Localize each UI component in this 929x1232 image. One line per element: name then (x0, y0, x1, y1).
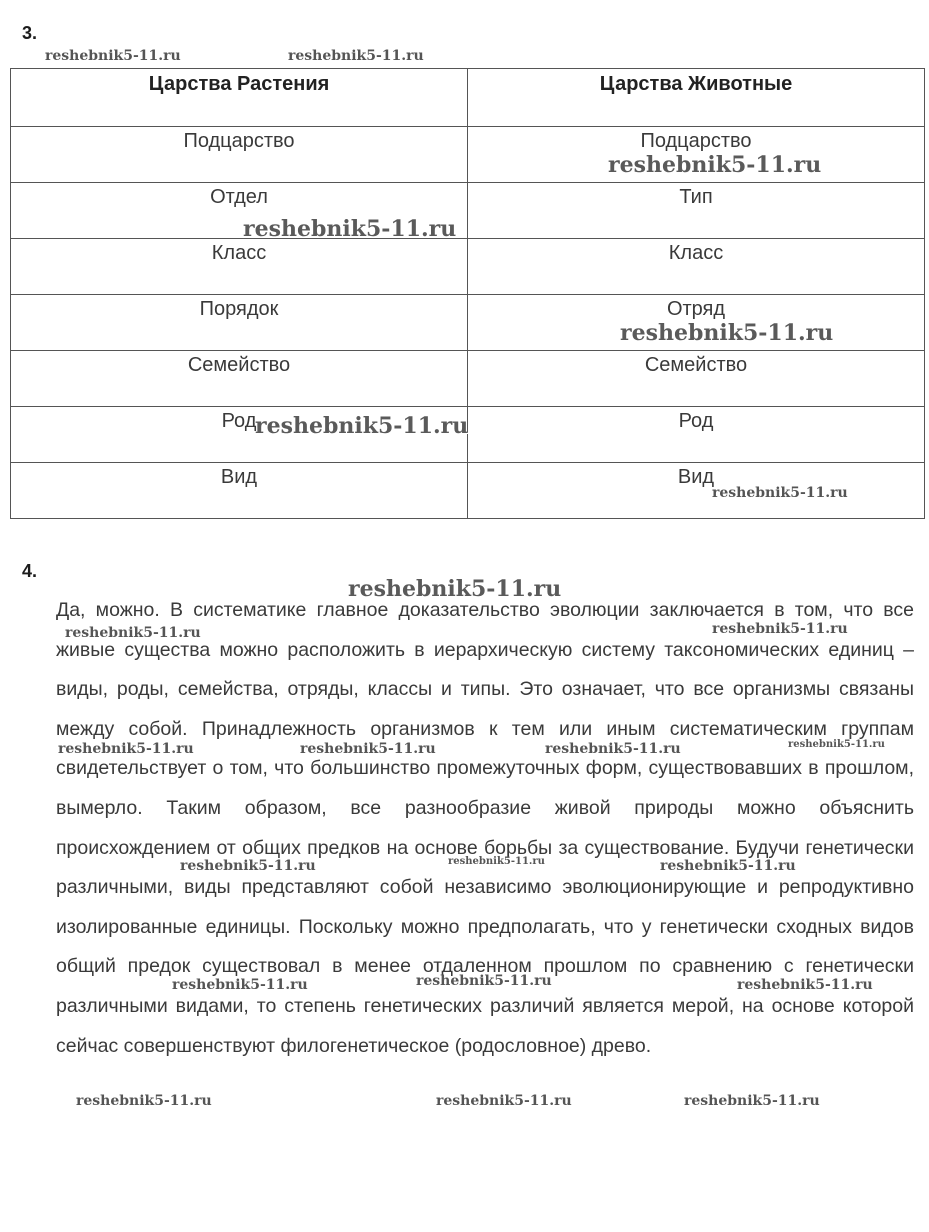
table-row (11, 351, 925, 407)
task-number-4: 4. (22, 561, 38, 581)
cell-plants: Семейство (11, 351, 468, 407)
cell-plants: Порядок (11, 295, 468, 351)
header-plants: Царства Растения (11, 69, 468, 127)
table-row (11, 407, 925, 463)
watermark: reshebnik5-11.ru (436, 1093, 572, 1109)
watermark: reshebnik5-11.ru (416, 973, 552, 989)
table-row (11, 127, 925, 183)
watermark: reshebnik5-11.ru (660, 858, 796, 874)
cell-plants: Отдел (11, 183, 468, 239)
watermark: reshebnik5-11.ru (348, 576, 562, 602)
watermark: reshebnik5-11.ru (448, 856, 545, 867)
cell-plants: Подцарство (11, 127, 468, 183)
task-number-3: 3. (22, 23, 38, 43)
watermark: reshebnik5-11.ru (58, 741, 194, 757)
watermark: reshebnik5-11.ru (288, 48, 424, 64)
watermark: reshebnik5-11.ru (243, 216, 457, 242)
table-header-row (11, 69, 925, 127)
cell-animals: Подцарство (468, 127, 925, 183)
cell-plants: Род (11, 407, 468, 463)
table-row (11, 463, 925, 519)
watermark: reshebnik5-11.ru (45, 48, 181, 64)
cell-plants: Вид (11, 463, 468, 519)
watermark: reshebnik5-11.ru (712, 621, 848, 637)
cell-animals: Семейство (468, 351, 925, 407)
table-row (11, 239, 925, 295)
watermark: reshebnik5-11.ru (172, 977, 308, 993)
watermark: reshebnik5-11.ru (712, 485, 848, 501)
watermark: reshebnik5-11.ru (737, 977, 873, 993)
cell-animals: Тип (468, 183, 925, 239)
answer-paragraph: Да, можно. В систематике главное доказательство эволюции заключается в том, что все живые существа можно расположить в иерархическую систему таксономических единиц – виды, роды, семейства, отряды, классы и типы. Это означает, что все организмы связаны между собой. Принадлежность организмов к тем или иным систематическим группам свидетельствует о том, что большинство промежуточных форм, существовавших в прошлом, вымерло. Таким образом, все разнообразие живой природы можно объяснить происхождением от общих предков на основе борьбы за существование. Будучи генетически различными, виды представляют собой независимо эволюционирующие и репродуктивно изолированные единицы. Поскольку можно предполагать, что у генетически сходных видов общий предок существовал в менее отдаленном прошлом по сравнению с генетически различными видами, то степень генетических различий является мерой, на основе которой сейчас совершенствуют филогенетическое (родословное) древо. (56, 599, 914, 1057)
watermark: reshebnik5-11.ru (65, 625, 201, 641)
cell-animals: Класс (468, 239, 925, 295)
watermark: reshebnik5-11.ru (180, 858, 316, 874)
cell-animals: Род (468, 407, 925, 463)
taxonomy-table (10, 68, 925, 519)
watermark: reshebnik5-11.ru (76, 1093, 212, 1109)
cell-plants: Класс (11, 239, 468, 295)
watermark: reshebnik5-11.ru (684, 1093, 820, 1109)
watermark: reshebnik5-11.ru (608, 152, 822, 178)
cell-animals: Отряд (468, 295, 925, 351)
watermark: reshebnik5-11.ru (620, 320, 834, 346)
table-row (11, 183, 925, 239)
watermark: reshebnik5-11.ru (545, 741, 681, 757)
watermark: reshebnik5-11.ru (788, 739, 885, 750)
watermark: reshebnik5-11.ru (300, 741, 436, 757)
watermark: reshebnik5-11.ru (255, 413, 469, 439)
cell-animals: Вид (468, 463, 925, 519)
header-animals: Царства Животные (468, 69, 925, 127)
table-row (11, 295, 925, 351)
